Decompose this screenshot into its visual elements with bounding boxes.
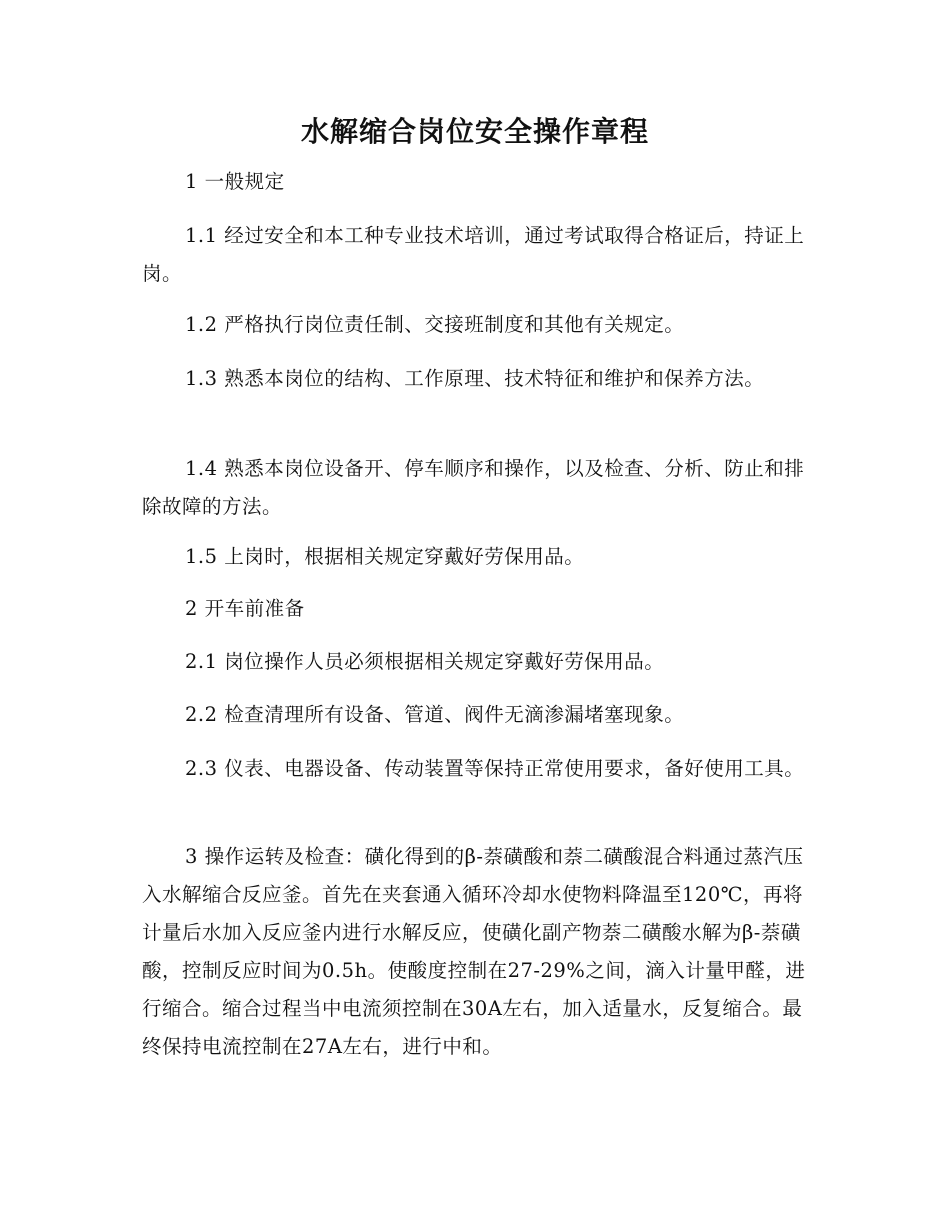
paragraph-1-2: 1.2 严格执行岗位责任制、交接班制度和其他有关规定。 xyxy=(185,313,685,336)
paragraph-1-3: 1.3 熟悉本岗位的结构、工作原理、技术特征和维护和保养方法。 xyxy=(185,367,765,390)
heading-startup-prep: 2 开车前准备 xyxy=(185,597,305,620)
paragraph-3-operation: 3 操作运转及检查：磺化得到的β-萘磺酸和萘二磺酸混合料通过蒸汽压入水解缩合反应釜。首先在夹套通入循环冷却水使物料降温至120℃，再将计量后水加入反应釜内进行水解反应，使磺化副产物萘二磺酸水解为β-萘磺酸，控制反应时间为0.5h。使酸度控制在27-29%之间，滴入计量甲醛，进行缩合。缩合过程当中电流须控制在30A左右，加入适量水，反复缩合。最终保持电流控制在27A左右，进行中和。 xyxy=(142,845,806,1058)
paragraph-2-1: 2.1 岗位操作人员必须根据相关规定穿戴好劳保用品。 xyxy=(185,650,665,673)
paragraph-1-5: 1.5 上岗时，根据相关规定穿戴好劳保用品。 xyxy=(185,545,585,568)
paragraph-2-3: 2.3 仪表、电器设备、传动装置等保持正常使用要求，备好使用工具。 xyxy=(185,757,805,780)
paragraph-1-1: 1.1 经过安全和本工种专业技术培训，通过考试取得合格证后，持证上岗。 xyxy=(142,224,805,285)
document-title: 水解缩合岗位安全操作章程 xyxy=(300,115,649,148)
heading-general-rules: 1 一般规定 xyxy=(185,170,285,193)
paragraph-2-2: 2.2 检查清理所有设备、管道、阀件无滴渗漏堵塞现象。 xyxy=(185,703,685,726)
paragraph-1-4: 1.4 熟悉本岗位设备开、停车顺序和操作，以及检查、分析、防止和排除故障的方法。 xyxy=(142,457,805,518)
